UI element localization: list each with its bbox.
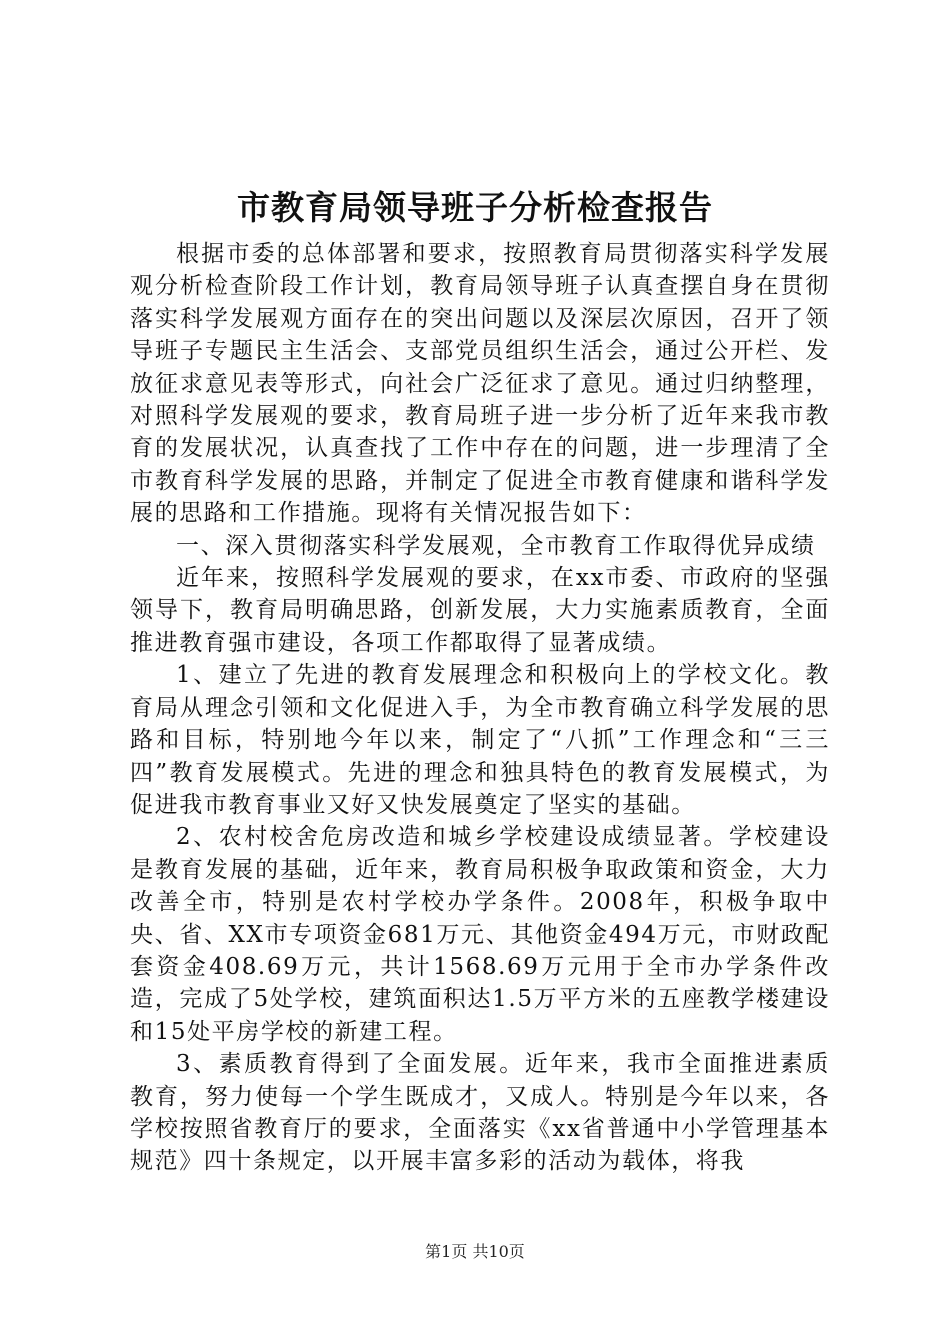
paragraph-item-2: 2、农村校舍危房改造和城乡学校建设成绩显著。学校建设是教育发展的基础，近年来，教育局积极争取政策和资金，大力改善全市，特别是农村学校办学条件。2008年，积极争取中央、省、XX市专项资金681万元、其他资金494万元，市财政配套资金408.69万元，共计1568.69万元用于全市办学条件改造，完成了5处学校，建筑面积达1.5万平方米的五座教学楼建设和15处平房学校的新建工程。 xyxy=(130,824,830,1045)
paragraph-item-3: 3、素质教育得到了全面发展。近年来，我市全面推进素质教育，努力使每一个学生既成才，又成人。特别是今年以来，各学校按照省教育厅的要求，全面落实《xx省普通中小学管理基本规范》四十条规定，以开展丰富多彩的活动为载体，将我 xyxy=(130,1051,830,1175)
paragraph-intro: 根据市委的总体部署和要求，按照教育局贯彻落实科学发展观分析检查阶段工作计划，教育局领导班子认真查摆自身在贯彻落实科学发展观方面存在的突出问题以及深层次原因，召开了领导班子专题民主生活会、支部党员组织生活会，通过公开栏、发放征求意见表等形式，向社会广泛征求了意见。通过归纳整理，对照科学发展观的要求，教育局班子进一步分析了近年来我市教育的发展状况，认真查找了工作中存在的问题，进一步理清了全市教育科学发展的思路，并制定了促进全市教育健康和谐科学发展的思路和工作措施。现将有关情况报告如下： xyxy=(130,241,830,527)
document-title: 市教育局领导班子分析检查报告 xyxy=(237,188,713,227)
paragraph-section-1-intro: 近年来，按照科学发展观的要求，在xx市委、市政府的坚强领导下，教育局明确思路，创新发展，大力实施素质教育，全面推进教育强市建设，各项工作都取得了显著成绩。 xyxy=(130,565,830,656)
page-number-footer: 第1页 共10页 xyxy=(425,1242,525,1261)
document-body xyxy=(130,238,830,1178)
paragraph-item-1: 1、建立了先进的教育发展理念和积极向上的学校文化。教育局从理念引领和文化促进入手，为全市教育确立科学发展的思路和目标，特别地今年以来，制定了“八抓”工作理念和“三三四”教育发展模式。先进的理念和独具特色的教育发展模式，为促进我市教育事业又好又快发展奠定了坚实的基础。 xyxy=(130,662,830,818)
section-heading-1: 一、深入贯彻落实科学发展观，全市教育工作取得优异成绩 xyxy=(176,532,816,559)
